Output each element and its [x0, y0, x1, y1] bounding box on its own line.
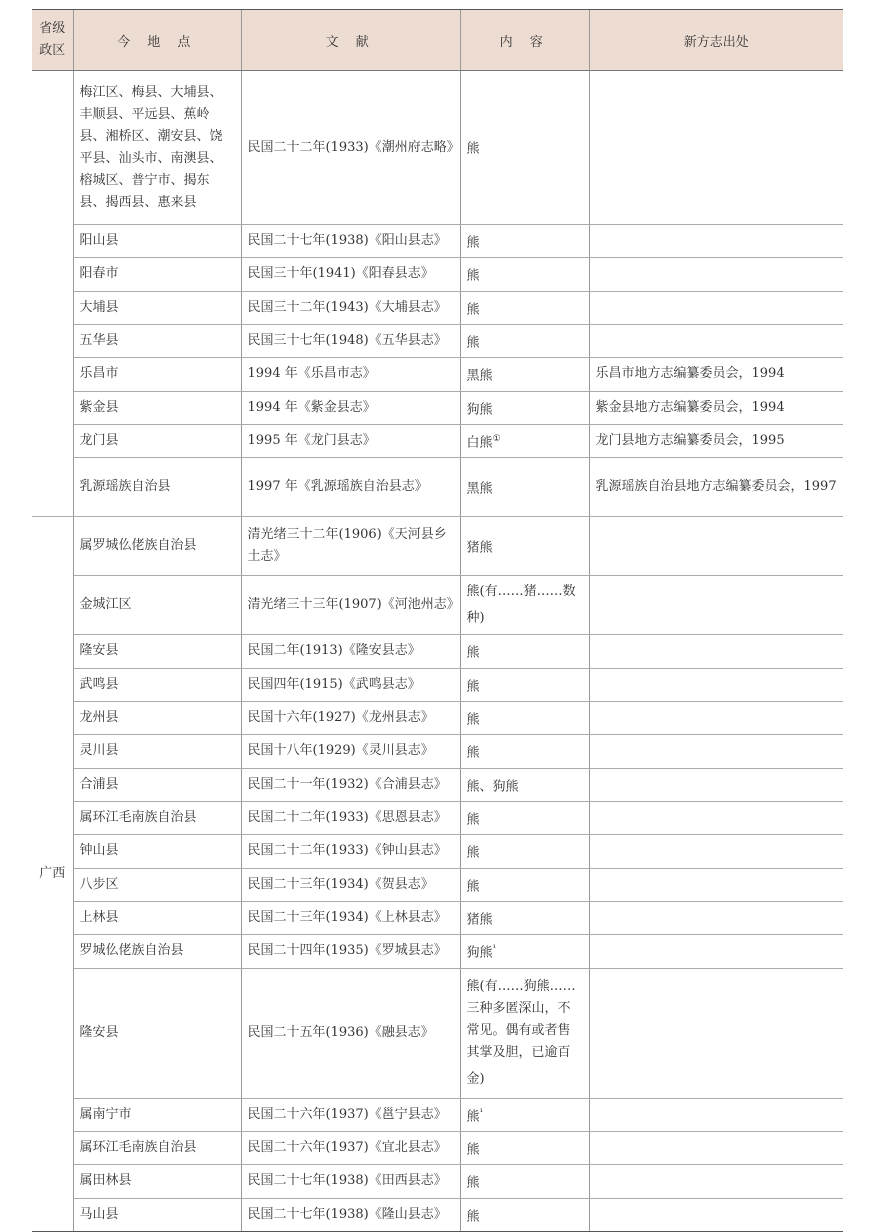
- literature-cell: [241, 1165, 460, 1198]
- place-cell: [73, 424, 241, 457]
- content-cell: [460, 1198, 589, 1231]
- place-cell-text: 八步区: [79, 876, 119, 892]
- literature-cell-text: 民国二十二年(1933)《潮州府志略》: [247, 139, 460, 155]
- new-source-cell: [589, 1131, 843, 1164]
- literature-cell-text: 民国二十七年(1938)《阳山县志》: [247, 233, 447, 249]
- content-cell-text: 熊: [466, 235, 480, 251]
- place-cell: [73, 835, 241, 868]
- place-cell-text: 属环江毛南族自治县: [79, 1140, 197, 1156]
- content-cell: [460, 424, 589, 457]
- literature-cell-text: 民国二十二年(1933)《思恩县志》: [247, 810, 447, 826]
- table-row: [32, 901, 843, 934]
- content-cell-text: 熊: [466, 745, 480, 761]
- content-cell-text: 熊: [466, 141, 480, 157]
- place-cell: [73, 935, 241, 968]
- new-source-cell: [589, 901, 843, 934]
- literature-cell: [241, 1098, 460, 1131]
- new-source-cell-text: 龙门县地方志编纂委员会，1995: [595, 433, 785, 449]
- table-row: [32, 1165, 843, 1198]
- place-cell-text: 钟山县: [79, 843, 119, 859]
- literature-cell: [241, 1131, 460, 1164]
- table-body: [32, 71, 843, 1232]
- table-row: [32, 935, 843, 968]
- content-cell-text: 熊(有……猪……数种): [466, 584, 576, 626]
- place-cell: [73, 968, 241, 1098]
- literature-cell-text: 民国四年(1915)《武鸣县志》: [247, 676, 421, 692]
- place-cell-text: 紫金县: [79, 399, 119, 415]
- place-cell-text: 梅江区、梅县、大埔县、丰顺县、平远县、蕉岭县、湘桥区、潮安县、饶平县、汕头市、南澳县、榕城区、普宁市、揭东县、揭西县、惠来县: [79, 84, 223, 210]
- province-cell: 广西: [32, 517, 73, 1232]
- literature-cell: [241, 768, 460, 801]
- content-cell: [460, 635, 589, 668]
- place-cell-text: 属田林县: [79, 1173, 132, 1189]
- place-cell-text: 金城江区: [79, 597, 132, 613]
- place-cell-text: 龙门县: [79, 433, 119, 449]
- content-cell-text: 白熊: [466, 435, 493, 451]
- literature-cell: [241, 868, 460, 901]
- content-cell-text: 猪熊: [466, 912, 493, 928]
- table-row: [32, 1098, 843, 1131]
- literature-cell: [241, 668, 460, 701]
- content-cell-text: 熊: [466, 878, 480, 894]
- table-row: [32, 358, 843, 391]
- new-source-cell: [589, 735, 843, 768]
- new-source-cell: [589, 701, 843, 734]
- content-cell-text: 熊: [466, 712, 480, 728]
- place-cell-text: 五华县: [79, 333, 119, 349]
- content-cell: [460, 458, 589, 517]
- new-source-cell: [589, 225, 843, 258]
- table-header-row: [32, 10, 843, 71]
- literature-cell-text: 民国二十七年(1938)《田西县志》: [247, 1173, 447, 1189]
- place-cell: [73, 391, 241, 424]
- place-cell-text: 阳春市: [79, 266, 119, 282]
- new-source-cell-text: 乳源瑶族自治县地方志编纂委员会，1997: [595, 479, 837, 495]
- place-cell: [73, 901, 241, 934]
- literature-cell-text: 民国三十二年(1943)《大埔县志》: [247, 299, 447, 315]
- literature-cell: [241, 968, 460, 1098]
- content-cell: [460, 225, 589, 258]
- new-source-cell: [589, 1198, 843, 1231]
- place-cell: [73, 1098, 241, 1131]
- table-row: [32, 225, 843, 258]
- content-cell-text: 熊: [466, 1142, 480, 1158]
- new-source-cell: [589, 835, 843, 868]
- new-source-cell: [589, 635, 843, 668]
- place-cell: [73, 358, 241, 391]
- literature-cell-text: 民国二十七年(1938)《隆山县志》: [247, 1206, 447, 1222]
- content-cell: [460, 835, 589, 868]
- new-source-cell: [589, 324, 843, 357]
- new-source-cell: [589, 868, 843, 901]
- table-row: [32, 391, 843, 424]
- place-cell-text: 龙州县: [79, 710, 119, 726]
- literature-cell-text: 1995 年《龙门县志》: [247, 433, 376, 449]
- table-row: [32, 968, 843, 1098]
- content-cell: [460, 576, 589, 635]
- content-cell-text: 熊: [466, 1108, 480, 1124]
- footnote-marker: ①: [492, 433, 501, 444]
- table-row: [32, 835, 843, 868]
- new-source-cell: [589, 935, 843, 968]
- place-cell: [73, 71, 241, 225]
- place-cell: [73, 768, 241, 801]
- literature-cell: [241, 358, 460, 391]
- place-cell-text: 隆安县: [79, 643, 119, 659]
- place-cell: [73, 1198, 241, 1231]
- table-row: [32, 258, 843, 291]
- literature-cell: [241, 935, 460, 968]
- new-source-cell: [589, 968, 843, 1098]
- content-cell-text: 熊(有……狗熊……三种多匿深山，不常见。偶有或者售其掌及胆，已逾百金): [466, 978, 576, 1087]
- place-cell-text: 大埔县: [79, 299, 119, 315]
- place-cell: [73, 324, 241, 357]
- content-cell: [460, 1165, 589, 1198]
- literature-cell: [241, 1198, 460, 1231]
- content-cell: [460, 935, 589, 968]
- new-source-cell-text: 乐昌市地方志编纂委员会，1994: [595, 366, 785, 382]
- table-row: [32, 801, 843, 834]
- content-cell-text: 黑熊: [466, 481, 493, 497]
- literature-cell: [241, 701, 460, 734]
- content-cell: [460, 901, 589, 934]
- place-cell-text: 乐昌市: [79, 366, 119, 382]
- table-row: [32, 868, 843, 901]
- literature-cell: [241, 324, 460, 357]
- place-cell: [73, 291, 241, 324]
- place-cell: [73, 225, 241, 258]
- place-cell: [73, 576, 241, 635]
- table-row: [32, 701, 843, 734]
- place-cell: [73, 517, 241, 576]
- table-row: [32, 424, 843, 457]
- place-cell-text: 马山县: [79, 1206, 119, 1222]
- new-source-cell: [589, 801, 843, 834]
- footnote-marker: ¹: [492, 944, 497, 955]
- place-cell-text: 上林县: [79, 910, 119, 926]
- content-cell: [460, 735, 589, 768]
- new-source-cell: [589, 71, 843, 225]
- place-cell-text: 属环江毛南族自治县: [79, 810, 197, 826]
- new-source-cell: [589, 458, 843, 517]
- literature-cell: [241, 635, 460, 668]
- new-source-cell: [589, 1165, 843, 1198]
- literature-cell-text: 1994 年《乐昌市志》: [247, 366, 376, 382]
- header-province: 省级 政区: [32, 10, 73, 71]
- place-cell-text: 合浦县: [79, 776, 119, 792]
- literature-cell-text: 1997 年《乳源瑶族自治县志》: [247, 479, 428, 495]
- header-literature: 文 献: [241, 10, 460, 71]
- content-cell: [460, 968, 589, 1098]
- literature-cell-text: 民国二十三年(1934)《贺县志》: [247, 876, 434, 892]
- literature-cell: [241, 258, 460, 291]
- content-cell: [460, 1098, 589, 1131]
- literature-cell-text: 民国二年(1913)《隆安县志》: [247, 643, 421, 659]
- literature-cell: [241, 225, 460, 258]
- place-cell-text: 属南宁市: [79, 1106, 132, 1122]
- literature-cell-text: 民国三十年(1941)《阳春县志》: [247, 266, 434, 282]
- literature-cell-text: 民国三十七年(1948)《五华县志》: [247, 333, 447, 349]
- content-cell: [460, 868, 589, 901]
- place-cell-text: 灵川县: [79, 743, 119, 759]
- new-source-cell: [589, 358, 843, 391]
- content-cell: [460, 71, 589, 225]
- new-source-cell: [589, 517, 843, 576]
- header-place: 今 地 点: [73, 10, 241, 71]
- content-cell-text: 熊: [466, 301, 480, 317]
- place-cell: [73, 635, 241, 668]
- literature-cell-text: 民国十六年(1927)《龙州县志》: [247, 710, 434, 726]
- footnote-marker: ¹: [479, 1107, 484, 1118]
- content-cell-text: 熊、狗熊: [466, 778, 519, 794]
- new-source-cell-text: 紫金县地方志编纂委员会，1994: [595, 399, 785, 415]
- place-cell: [73, 868, 241, 901]
- table-row: [32, 668, 843, 701]
- table-row: [32, 576, 843, 635]
- literature-cell-text: 民国二十二年(1933)《钟山县志》: [247, 843, 447, 859]
- content-cell: [460, 701, 589, 734]
- content-cell: [460, 668, 589, 701]
- literature-cell-text: 民国二十六年(1937)《邕宁县志》: [247, 1106, 447, 1122]
- literature-cell: [241, 901, 460, 934]
- new-source-cell: [589, 576, 843, 635]
- table-row: [32, 1198, 843, 1231]
- content-cell-text: 熊: [466, 678, 480, 694]
- literature-cell-text: 1994 年《紫金县志》: [247, 399, 376, 415]
- literature-cell: [241, 391, 460, 424]
- content-cell: [460, 391, 589, 424]
- table-row: [32, 768, 843, 801]
- place-cell: [73, 258, 241, 291]
- place-cell-text: 阳山县: [79, 233, 119, 249]
- new-source-cell: [589, 291, 843, 324]
- content-cell-text: 猪熊: [466, 540, 493, 556]
- content-cell: [460, 517, 589, 576]
- content-cell: [460, 801, 589, 834]
- content-cell-text: 黑熊: [466, 368, 493, 384]
- literature-cell: [241, 291, 460, 324]
- table-row: [32, 735, 843, 768]
- table-row: [32, 324, 843, 357]
- new-source-cell: [589, 668, 843, 701]
- content-cell-text: 狗熊: [466, 401, 493, 417]
- literature-cell-text: 民国二十一年(1932)《合浦县志》: [247, 776, 447, 792]
- literature-cell-text: 清光绪三十二年(1906)《天河县乡土志》: [247, 527, 447, 565]
- content-cell-text: 熊: [466, 1175, 480, 1191]
- literature-cell: [241, 576, 460, 635]
- province-cell: [32, 71, 73, 517]
- content-cell: [460, 768, 589, 801]
- content-cell-text: 熊: [466, 1208, 480, 1224]
- literature-cell-text: 民国二十六年(1937)《宜北县志》: [247, 1140, 447, 1156]
- literature-cell-text: 民国二十五年(1936)《融县志》: [247, 1025, 434, 1041]
- place-cell-text: 乳源瑶族自治县: [79, 479, 171, 495]
- literature-cell-text: 民国十八年(1929)《灵川县志》: [247, 743, 434, 759]
- records-table: [32, 9, 843, 1232]
- header-new-source: 新方志出处: [589, 10, 843, 71]
- content-cell-text: 熊: [466, 845, 480, 861]
- table-row: [32, 517, 843, 576]
- new-source-cell: [589, 424, 843, 457]
- place-cell: [73, 1165, 241, 1198]
- table-row: [32, 71, 843, 225]
- content-cell: [460, 324, 589, 357]
- place-cell: [73, 801, 241, 834]
- content-cell: [460, 291, 589, 324]
- place-cell: [73, 458, 241, 517]
- content-cell-text: 熊: [466, 645, 480, 661]
- content-cell: [460, 258, 589, 291]
- table-row: [32, 635, 843, 668]
- literature-cell: [241, 735, 460, 768]
- place-cell: [73, 668, 241, 701]
- place-cell-text: 罗城仫佬族自治县: [79, 943, 184, 959]
- literature-cell: [241, 517, 460, 576]
- place-cell-text: 武鸣县: [79, 676, 119, 692]
- table-row: [32, 458, 843, 517]
- place-cell-text: 属罗城仫佬族自治县: [79, 538, 197, 554]
- content-cell-text: 熊: [466, 335, 480, 351]
- new-source-cell: [589, 768, 843, 801]
- literature-cell: [241, 71, 460, 225]
- new-source-cell: [589, 258, 843, 291]
- place-cell: [73, 1131, 241, 1164]
- new-source-cell: [589, 1098, 843, 1131]
- table-row: [32, 291, 843, 324]
- place-cell: [73, 701, 241, 734]
- new-source-cell: [589, 391, 843, 424]
- place-cell: [73, 735, 241, 768]
- content-cell-text: 熊: [466, 268, 480, 284]
- literature-cell-text: 民国二十三年(1934)《上林县志》: [247, 910, 447, 926]
- literature-cell: [241, 835, 460, 868]
- literature-cell: [241, 458, 460, 517]
- place-cell-text: 隆安县: [79, 1025, 119, 1041]
- header-content: 内 容: [460, 10, 589, 71]
- literature-cell: [241, 424, 460, 457]
- content-cell-text: 熊: [466, 812, 480, 828]
- content-cell: [460, 358, 589, 391]
- content-cell-text: 狗熊: [466, 945, 493, 961]
- content-cell: [460, 1131, 589, 1164]
- table-row: [32, 1131, 843, 1164]
- literature-cell: [241, 801, 460, 834]
- literature-cell-text: 民国二十四年(1935)《罗城县志》: [247, 943, 447, 959]
- literature-cell-text: 清光绪三十三年(1907)《河池州志》: [247, 597, 460, 613]
